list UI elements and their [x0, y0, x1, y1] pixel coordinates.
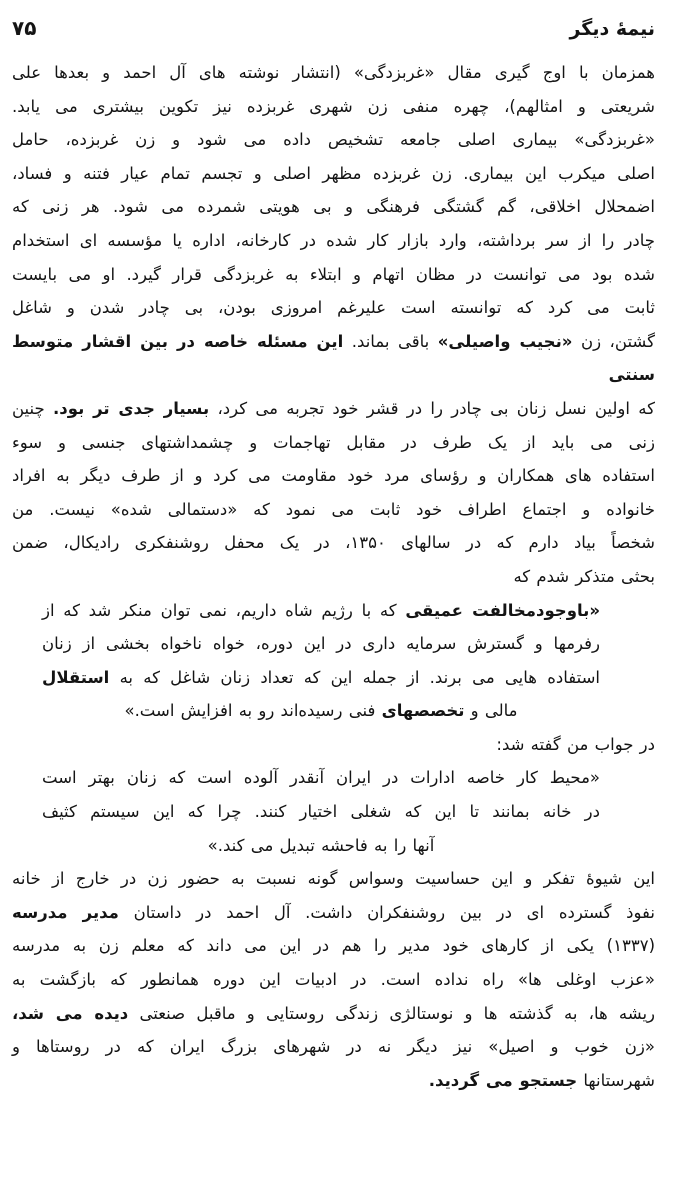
text-line: [12, 426, 655, 460]
body-text: چنین: [12, 398, 54, 418]
body-text: باقی بماند.: [343, 331, 438, 351]
body-text: در خانه بمانند تا این که شغلی اختیار کنند. چرا که این سیستم کثیف: [42, 802, 600, 822]
text-line: [42, 795, 600, 829]
text-line: [42, 829, 600, 863]
text-line: [42, 627, 600, 661]
body-text: نفوذ گسترده ای در بین روشنفکران داشت. آل احمد در داستان: [118, 902, 655, 922]
emphasized-text: جستجو می گردید.: [428, 1070, 578, 1090]
body-text: مالی و: [464, 701, 518, 721]
paragraph: [12, 56, 655, 594]
body-text: فنی رسیده‌اند رو به افزایش است.»: [124, 701, 382, 721]
text-line: [12, 862, 655, 896]
body-text: گشتن، زن: [572, 331, 655, 351]
body-text: که با رژیم شاه داریم، نمی توان منکر شد که از: [42, 600, 406, 620]
body-text: ثابت می کرد که توانسته است علیرغم امروزی بودن، بی چادر شدن و شاغل: [12, 298, 655, 318]
block-quote: [42, 761, 600, 862]
body-text: شده بود می توانست در مظان اتهام و ابتلاء به غربزدگی قرار گیرد. او می بایست: [12, 264, 655, 284]
text-line: [12, 728, 655, 762]
body-text: شریعتی و امثالهم)، چهره منفی زن شهری غربزده نیز تکوین بیشتری می یابد.: [12, 96, 655, 116]
emphasized-text: «نجیب واصیلی»: [437, 331, 573, 351]
text-line: [12, 1064, 655, 1098]
page-header: [12, 16, 655, 40]
text-line: [12, 963, 655, 997]
body-text: شهرستانها: [577, 1070, 655, 1090]
body-text: بحثی متذکر شدم که: [513, 566, 655, 586]
text-line: [12, 291, 655, 325]
text-line: [12, 157, 655, 191]
text-line: [12, 560, 655, 594]
body-text: آنها را به فاحشه تبدیل می کند.»: [207, 835, 435, 855]
body-text: استفاده های همکاران و رؤسای مرد خود مقاومت می کرد و از طرف دیگر به افراد: [12, 466, 655, 486]
text-line: [12, 1030, 655, 1064]
body-text: شخصاً بیاد دارم که در سالهای ۱۳۵۰، در یک محفل روشنفکری رادیکال، ضمن: [12, 533, 655, 553]
text-line: [12, 325, 655, 392]
body-text: که اولین نسل زنان بی چادر را در قشر خود تجربه می کرد،: [209, 398, 655, 418]
body-text: همزمان با اوج گیری مقال «غربزدگی» (انتشار نوشته های آل احمد و بعدها علی: [12, 63, 655, 82]
page-title: نیمهٔ دیگر: [569, 18, 655, 40]
body-text: در جواب من گفته شد:: [496, 734, 655, 754]
body-text: اصلی میکرب این بیماری. زن غربزده مظهر اصلی و تجسم تمام عیار فتنه و فساد،: [12, 163, 655, 183]
text-line: [12, 929, 655, 963]
text-line: [12, 190, 655, 224]
text-line: [12, 123, 655, 157]
text-line: [42, 694, 600, 728]
body-text: استفاده هایی می برند. از جمله این که تعداد زنان شاغل که به: [109, 667, 600, 687]
emphasized-text: تخصصهای: [381, 701, 465, 721]
text-line: [12, 224, 655, 258]
page-number: ۷۵: [12, 16, 37, 40]
text-line: [12, 90, 655, 124]
text-line: [12, 392, 655, 426]
text-line: [12, 459, 655, 493]
body-text: چادر را از سر برداشته، وارد بازار کار شده در کارخانه، اداره یا مؤسسه ای استخدام: [12, 230, 655, 250]
body-text: اضمحلال اخلاقی، گم گشتگی فرهنگی و بی هویتی شمرده می شود. هر زنی که: [12, 197, 655, 217]
body-text: «غربزدگی» بیماری اصلی جامعه تشخیص داده می شود و زن غربزده، حامل: [12, 130, 655, 150]
text-line: [12, 258, 655, 292]
body-text: خانواده و اجتماع اطراف خود ثابت می نمود که «دستمالی شده» نیست. من: [12, 499, 655, 519]
text-line: [42, 594, 600, 628]
emphasized-text: مدیر مدرسه: [12, 902, 119, 922]
text-line: [12, 493, 655, 527]
emphasized-text: دیده می شد،: [12, 1003, 129, 1023]
body-text: «محیط کار خاصه ادارات در ایران آنقدر آلوده است که زنان بهتر است: [42, 768, 600, 788]
body-text: (۱۳۳۷) یکی از کارهای خود مدیر را هم در این می داند که معلم زن به مدرسه: [12, 936, 655, 956]
body-text: رفرمها و گسترش سرمایه داری در این دوره، خواه ناخواه بخشی از زنان: [42, 634, 600, 654]
emphasized-text: «باوجودمخالفت عمیقی: [405, 600, 601, 620]
paragraph: [12, 728, 655, 762]
body-text: ریشه ها، به گذشته ها و نوستالژی زندگی روستایی و ماقبل صنعتی: [128, 1003, 656, 1023]
text-line: [12, 997, 655, 1031]
text-line: [42, 661, 600, 695]
text-line: [12, 526, 655, 560]
text-line: [12, 896, 655, 930]
body-text: «عزب اوغلی ها» راه نداده است. در ادبیات این دوره همانطور که بازگشت به: [12, 970, 655, 990]
text-line: [42, 761, 600, 795]
emphasized-text: استقلال: [42, 667, 110, 687]
emphasized-text: این مسئله خاصه در بین اقشار متوسط سنتی: [12, 331, 655, 385]
body-text: این شیوهٔ تفکر و این حساسیت وسواس گونه نسبت به حضور زن در خارج از خانه: [12, 869, 655, 889]
body-text: زنی می باید از یک طرف در مقابل تهاجمات و چشمداشتهای جنسی و سوء: [12, 432, 655, 452]
emphasized-text: بسیار جدی تر بود.: [53, 398, 210, 418]
block-quote: [42, 594, 600, 728]
page-content: [12, 56, 655, 1097]
text-line: [12, 56, 655, 90]
paragraph: [12, 862, 655, 1097]
body-text: «زن خوب و اصیل» نیز دیگر نه در شهرهای بزرگ ایران که در روستاها و: [12, 1037, 655, 1057]
